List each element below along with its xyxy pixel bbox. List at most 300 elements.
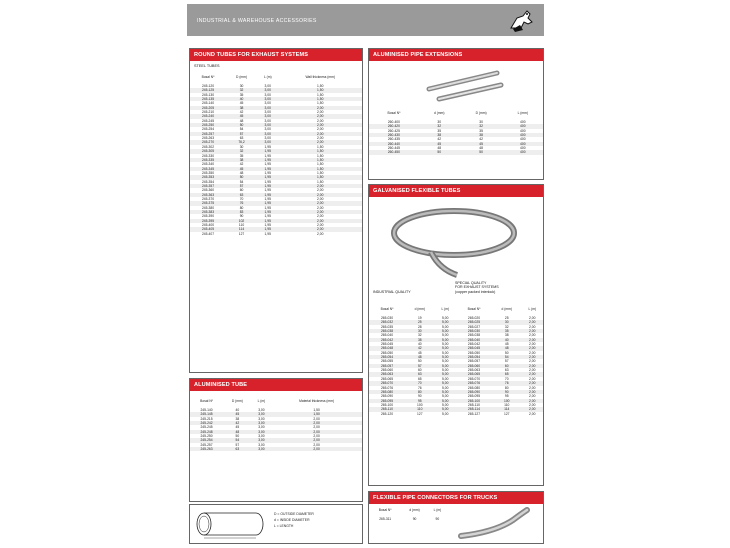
- table-cell: 1,50: [271, 412, 362, 416]
- table-cell: 32: [226, 149, 257, 153]
- table-cell: 245-120: [201, 84, 215, 88]
- table-cell: 265-080: [467, 385, 481, 390]
- table-cell: 245-302: [201, 144, 215, 149]
- table-cell: 2,00: [278, 123, 362, 127]
- table-cell: 5,00: [442, 385, 449, 390]
- tube-diagram-section: [189, 504, 363, 544]
- table-cell: 50: [226, 175, 257, 179]
- table-cell: 1,95: [257, 193, 278, 197]
- table-cell: 245-360: [201, 188, 215, 193]
- table-cell: 3,00: [264, 92, 271, 97]
- table-cell: 50: [460, 150, 503, 154]
- table-cell: 30: [239, 84, 244, 88]
- table-cell: 3,00: [264, 84, 271, 88]
- column-header: L (m): [528, 307, 537, 311]
- table-cell: 245-340: [201, 162, 215, 167]
- table-row: [369, 412, 543, 416]
- table-cell: 45: [235, 425, 240, 430]
- table-cell: 3,00: [258, 442, 265, 447]
- table-cell: 50: [504, 350, 509, 355]
- table-cell: 260-450: [369, 150, 419, 154]
- table-cell: 245-245: [200, 425, 213, 430]
- table-cell: 1,95: [257, 219, 278, 223]
- table-cell: 2,00: [529, 350, 536, 355]
- table-cell: 2,00: [529, 411, 536, 416]
- table-cell: 54: [223, 438, 252, 442]
- table-cell: 100: [417, 402, 423, 407]
- table-cell: 5,00: [435, 372, 456, 376]
- table-cell: 2,00: [529, 359, 536, 364]
- table-cell: 260-435: [387, 137, 400, 142]
- aluminised-tube-title: ALUMINISED TUBE: [190, 379, 362, 391]
- table-cell: 3,00: [252, 421, 272, 425]
- table-cell: 2,00: [271, 421, 362, 425]
- table-cell: 2,00: [278, 106, 362, 110]
- table-cell: 245-370: [201, 196, 215, 201]
- table-cell: 1,50: [278, 149, 362, 153]
- table-cell: 265-070: [467, 376, 481, 381]
- aluminised-tube-table: [190, 395, 362, 451]
- table-cell: 245-140: [200, 408, 213, 412]
- table-cell: 265-065: [380, 376, 394, 381]
- table-cell: 2,00: [529, 342, 536, 347]
- table-cell: 2,00: [529, 402, 536, 407]
- table-cell: 30: [239, 144, 244, 149]
- table-cell: 1,50: [317, 84, 324, 88]
- table-cell: 70: [504, 376, 509, 381]
- table-cell: 2,00: [317, 214, 324, 219]
- table-cell: 45: [239, 101, 244, 106]
- table-cell: 48: [223, 430, 252, 434]
- table-cell: 54: [492, 355, 522, 359]
- table-cell: 265-063: [467, 368, 481, 373]
- table-cell: 245-263: [201, 136, 215, 141]
- table-cell: 30: [405, 329, 435, 333]
- table-cell: 245-330: [201, 153, 215, 158]
- column-header: D (mm): [236, 75, 248, 79]
- round-tubes-title: ROUND TUBES FOR EXHAUST SYSTEMS: [190, 49, 362, 61]
- table-cell: 2,00: [317, 231, 324, 236]
- table-cell: 265-114: [456, 407, 492, 411]
- table-cell: 400: [503, 133, 543, 137]
- page-header: [187, 4, 544, 36]
- table-cell: 2,00: [317, 205, 324, 210]
- table-cell: 265-057: [467, 359, 481, 364]
- table-cell: 2,00: [529, 394, 536, 399]
- special-quality-line1: SPECIAL QUALITY: [455, 281, 487, 285]
- table-cell: 265-120: [380, 411, 394, 416]
- page-title: INDUSTRIAL & WAREHOUSE ACCESSORIES: [197, 18, 317, 24]
- pipe-extensions-title: ALUMINISED PIPE EXTENSIONS: [369, 49, 543, 61]
- table-cell: 265-040: [380, 333, 394, 338]
- table-cell: 3,00: [252, 438, 272, 442]
- table-cell: 3,00: [257, 140, 278, 144]
- table-cell: 2,00: [317, 196, 324, 201]
- table-cell: 245-257: [200, 442, 213, 447]
- table-cell: 2,00: [529, 333, 536, 338]
- table-cell: 3,00: [258, 416, 265, 421]
- table-cell: 32: [504, 324, 509, 329]
- table-cell: 2,00: [522, 329, 543, 333]
- column-header: Bosal Nº: [467, 307, 481, 311]
- column-header: Material thickness (mm): [299, 399, 335, 403]
- catalog-page: [187, 4, 544, 544]
- table-cell: 25: [405, 320, 435, 324]
- table-cell: 265-035: [380, 324, 394, 329]
- table-cell: 2,00: [522, 355, 543, 359]
- table-row: [190, 447, 362, 451]
- table-cell: 45: [419, 142, 460, 146]
- table-cell: 245-350: [201, 170, 215, 175]
- table-cell: 80: [405, 390, 435, 394]
- table-cell: 265-060: [380, 368, 394, 373]
- table-cell: 5,00: [442, 350, 449, 355]
- table-cell: 80: [239, 205, 244, 210]
- table-cell: 400: [503, 124, 543, 128]
- column-header: D (mm): [475, 111, 487, 115]
- table-cell: 245-400: [201, 223, 215, 227]
- table-cell: 40: [492, 338, 522, 342]
- table-cell: 57: [504, 359, 509, 364]
- table-cell: 265-070: [369, 381, 405, 385]
- table-cell: 19: [417, 316, 422, 320]
- table-cell: 2,00: [317, 118, 324, 123]
- table-cell: 265-055: [380, 359, 394, 364]
- table-cell: 65: [417, 376, 422, 381]
- table-cell: 5,00: [442, 411, 449, 416]
- table-cell: 2,00: [522, 372, 543, 376]
- table-cell: 1,95: [264, 214, 271, 219]
- table-cell: 265-025: [456, 320, 492, 324]
- table-cell: 245-205: [190, 106, 226, 110]
- table-cell: 38: [419, 133, 460, 137]
- table-cell: 400: [503, 142, 543, 146]
- table-cell: 57: [226, 184, 257, 188]
- table-cell: 83: [226, 210, 257, 214]
- table-cell: 2,00: [313, 416, 320, 421]
- table-cell: 2,00: [522, 399, 543, 403]
- table-cell: 245-407: [201, 231, 215, 236]
- table-cell: 245-363: [190, 193, 226, 197]
- table-cell: 1,50: [278, 158, 362, 162]
- table-cell: 3,00: [252, 412, 272, 416]
- table-cell: 42: [479, 137, 483, 142]
- round-tubes-table: [190, 71, 362, 236]
- table-cell: 265-050: [467, 350, 481, 355]
- table-cell: 1,95: [257, 149, 278, 153]
- table-cell: 3,00: [252, 430, 272, 434]
- column-header: Bosal Nº: [378, 508, 392, 512]
- table-cell: 265-027: [467, 324, 481, 329]
- table-cell: 265-050: [380, 350, 394, 355]
- table-cell: 265-030: [456, 329, 492, 333]
- table-cell: 76: [417, 385, 422, 390]
- table-cell: 265-040: [456, 338, 492, 342]
- table-cell: 265-038: [467, 333, 481, 338]
- table-cell: 48: [405, 355, 435, 359]
- table-cell: 5,00: [435, 364, 456, 368]
- table-cell: 2,00: [313, 434, 320, 439]
- table-cell: 1,95: [264, 162, 271, 167]
- table-cell: 30: [437, 120, 442, 124]
- table-cell: 35: [437, 128, 442, 133]
- table-cell: 90: [417, 394, 422, 399]
- table-cell: 1,50: [278, 175, 362, 179]
- table-cell: 1,50: [317, 101, 324, 106]
- table-cell: 60: [492, 364, 522, 368]
- table-cell: 45: [504, 342, 509, 347]
- table-cell: 265-095: [467, 394, 481, 399]
- table-cell: 1,95: [257, 227, 278, 231]
- connectors-section: [368, 491, 544, 544]
- table-cell: 30: [492, 320, 522, 324]
- column-header: d (mm): [501, 307, 512, 311]
- table-cell: 245-257: [190, 132, 226, 136]
- table-cell: 3,00: [257, 123, 278, 127]
- table-cell: 3,00: [257, 114, 278, 118]
- legend-length: L = LENGTH: [274, 524, 294, 528]
- legend-outside-diameter: D = OUTSIDE DIAMETER: [274, 512, 314, 516]
- table-cell: 2,00: [278, 219, 362, 223]
- table-cell: 3,00: [264, 118, 271, 123]
- table-cell: 40: [235, 408, 240, 412]
- table-cell: 2,00: [529, 316, 536, 320]
- column-header: Wall thickness (mm): [305, 75, 335, 79]
- table-cell: 265-048: [369, 346, 405, 350]
- table-cell: 3,00: [264, 110, 271, 115]
- table-cell: 1,95: [264, 153, 271, 158]
- table-cell: 265-042: [467, 342, 481, 347]
- table-cell: 245-242: [190, 421, 223, 425]
- flexible-tubes-table: [369, 303, 543, 416]
- table-cell: 265-032: [369, 320, 405, 324]
- table-cell: 5,00: [435, 346, 456, 350]
- table-cell: 2,00: [271, 438, 362, 442]
- diagram-legend: [274, 511, 314, 529]
- table-cell: 5,00: [442, 316, 449, 320]
- table-cell: 3,00: [257, 97, 278, 101]
- table-cell: 265-127: [467, 411, 481, 416]
- round-tubes-section: [189, 48, 363, 373]
- table-cell: 1,50: [278, 88, 362, 92]
- table-cell: 5,00: [442, 324, 449, 329]
- table-cell: 42: [223, 421, 252, 425]
- table-cell: 2,00: [313, 442, 320, 447]
- table-cell: 245-250: [190, 123, 226, 127]
- table-cell: 265-110: [369, 407, 405, 411]
- table-cell: 245-305: [190, 149, 226, 153]
- table-cell: 63: [504, 368, 509, 373]
- table-cell: 265-076: [456, 381, 492, 385]
- pipe-extensions-section: [368, 48, 544, 180]
- table-cell: 245-390: [201, 214, 215, 219]
- table-row: [369, 150, 543, 154]
- table-cell: 42: [239, 162, 244, 167]
- table-cell: 5,00: [435, 338, 456, 342]
- table-cell: 260-425: [387, 128, 400, 133]
- table-cell: 45: [226, 114, 257, 118]
- table-cell: 60: [239, 188, 244, 193]
- table-cell: 1,95: [264, 144, 271, 149]
- table-cell: 63: [226, 193, 257, 197]
- table-cell: 3,00: [258, 425, 265, 430]
- table-cell: 2,00: [278, 184, 362, 188]
- pipe-extension-image: [369, 61, 539, 107]
- table-cell: 2,00: [278, 114, 362, 118]
- table-cell: 45: [417, 350, 422, 355]
- table-cell: 245-375: [190, 201, 226, 205]
- table-cell: 3,00: [264, 127, 271, 132]
- table-cell: 90: [492, 390, 522, 394]
- table-cell: 2,00: [278, 132, 362, 136]
- table-cell: 57: [226, 132, 257, 136]
- table-cell: 63: [223, 447, 252, 451]
- industrial-quality-label: INDUSTRIAL QUALITY: [373, 290, 411, 294]
- table-cell: 1,95: [264, 231, 271, 236]
- table-cell: 2,00: [278, 201, 362, 205]
- table-cell: 5,00: [442, 402, 449, 407]
- table-cell: 35: [239, 153, 244, 158]
- table-cell: 265-054: [369, 355, 405, 359]
- table-cell: 3,00: [264, 101, 271, 106]
- table-cell: 50: [419, 150, 460, 154]
- table-cell: 5,00: [442, 333, 449, 338]
- table-cell: 265-100: [456, 399, 492, 403]
- table-cell: 245-380: [201, 205, 215, 210]
- table-cell: 1,50: [278, 167, 362, 171]
- table-cell: 38: [235, 416, 240, 421]
- table-cell: 110: [238, 223, 245, 227]
- table-cell: 1,50: [317, 179, 324, 184]
- table-cell: 260-420: [369, 124, 419, 128]
- table-cell: 265-054: [456, 355, 492, 359]
- flexible-tube-image: [369, 197, 539, 281]
- table-cell: 38: [405, 338, 435, 342]
- table-cell: 3,00: [258, 434, 265, 439]
- table-cell: 70: [239, 196, 244, 201]
- table-cell: 2,00: [317, 223, 324, 227]
- table-cell: 1,50: [278, 97, 362, 101]
- table-cell: 57: [405, 364, 435, 368]
- table-cell: 2,00: [313, 425, 320, 430]
- table-cell: 38: [504, 333, 509, 338]
- table-cell: 245-270: [190, 140, 226, 144]
- table-cell: 2,00: [271, 430, 362, 434]
- table-cell: 76,2: [226, 140, 257, 144]
- table-cell: 35: [492, 329, 522, 333]
- column-header: L (mm): [517, 111, 528, 115]
- column-header: Bosal Nº: [200, 399, 213, 403]
- table-cell: 2,00: [522, 346, 543, 350]
- table-cell: 245-130: [201, 92, 215, 97]
- flexible-tubes-title: GALVANISED FLEXIBLE TUBES: [369, 185, 543, 197]
- table-cell: 2,00: [278, 210, 362, 214]
- table-cell: 5,00: [435, 320, 456, 324]
- table-cell: 245-254: [190, 438, 223, 442]
- pipe-connector-image: [455, 506, 539, 540]
- round-tubes-subtitle: STEEL TUBES: [194, 64, 220, 68]
- table-cell: 63: [239, 136, 244, 141]
- table-cell: 1,95: [264, 205, 271, 210]
- table-cell: 30: [479, 120, 483, 124]
- table-cell: 38: [226, 158, 257, 162]
- table-cell: 265-042: [369, 338, 405, 342]
- table-cell: 114: [492, 407, 522, 411]
- table-row: [190, 232, 362, 236]
- table-cell: 5,00: [435, 329, 456, 333]
- table-cell: 127: [417, 411, 423, 416]
- table-cell: 2,00: [278, 227, 362, 231]
- table-cell: 245-245: [201, 118, 215, 123]
- table-cell: 110: [504, 402, 510, 407]
- table-cell: 1,95: [257, 210, 278, 214]
- legend-inside-diameter: d = INSIDE DIAMETER: [274, 518, 310, 522]
- table-cell: 265-020: [467, 316, 481, 320]
- table-cell: 110: [405, 407, 435, 411]
- table-cell: 400: [520, 128, 526, 133]
- table-cell: 48: [492, 346, 522, 350]
- column-header: L (m): [433, 508, 442, 512]
- table-cell: 127: [504, 411, 510, 416]
- table-cell: 1,50: [317, 92, 324, 97]
- table-cell: 400: [520, 137, 526, 142]
- table-cell: 57: [235, 442, 240, 447]
- table-cell: 48: [437, 146, 442, 151]
- table-cell: 1,95: [257, 201, 278, 205]
- table-cell: 65: [492, 372, 522, 376]
- table-cell: 32: [460, 124, 503, 128]
- table-cell: 1,95: [264, 170, 271, 175]
- table-cell: 54: [239, 179, 244, 184]
- table-cell: 45: [223, 412, 252, 416]
- table-cell: 102: [226, 219, 257, 223]
- table-cell: 265-057: [369, 364, 405, 368]
- table-cell: 265-100: [380, 402, 394, 407]
- table-cell: 2,00: [529, 385, 536, 390]
- connectors-table: [369, 504, 447, 521]
- table-cell: 32: [419, 124, 460, 128]
- table-cell: 3,00: [257, 88, 278, 92]
- table-cell: 265-038: [369, 329, 405, 333]
- table-cell: 400: [503, 150, 543, 154]
- table-cell: 35: [239, 92, 244, 97]
- special-quality-label: [455, 281, 499, 294]
- connectors-title: FLEXIBLE PIPE CONNECTORS FOR TRUCKS: [369, 492, 543, 504]
- flexible-tubes-subheaders: [369, 281, 543, 303]
- table-cell: 5,00: [442, 368, 449, 373]
- column-header: L (m): [263, 75, 272, 79]
- table-cell: 45: [226, 167, 257, 171]
- table-cell: 60: [417, 368, 422, 373]
- table-cell: 5,00: [442, 376, 449, 381]
- table-cell: 1,95: [264, 196, 271, 201]
- table-cell: 245-125: [190, 88, 226, 92]
- table-cell: 2,00: [522, 407, 543, 411]
- table-row: [369, 517, 447, 521]
- table-cell: 90: [239, 214, 244, 219]
- table-cell: 245-248: [190, 430, 223, 434]
- table-cell: 265-311: [379, 517, 392, 521]
- table-cell: 1,50: [317, 162, 324, 167]
- table-cell: 50: [235, 434, 240, 439]
- table-cell: 3,00: [257, 106, 278, 110]
- table-cell: 5,00: [435, 399, 456, 403]
- table-cell: 265-063: [369, 372, 405, 376]
- table-cell: 1,50: [313, 408, 320, 412]
- table-cell: 265-030: [380, 316, 394, 320]
- table-cell: 1,50: [317, 144, 324, 149]
- table-cell: 48: [239, 118, 244, 123]
